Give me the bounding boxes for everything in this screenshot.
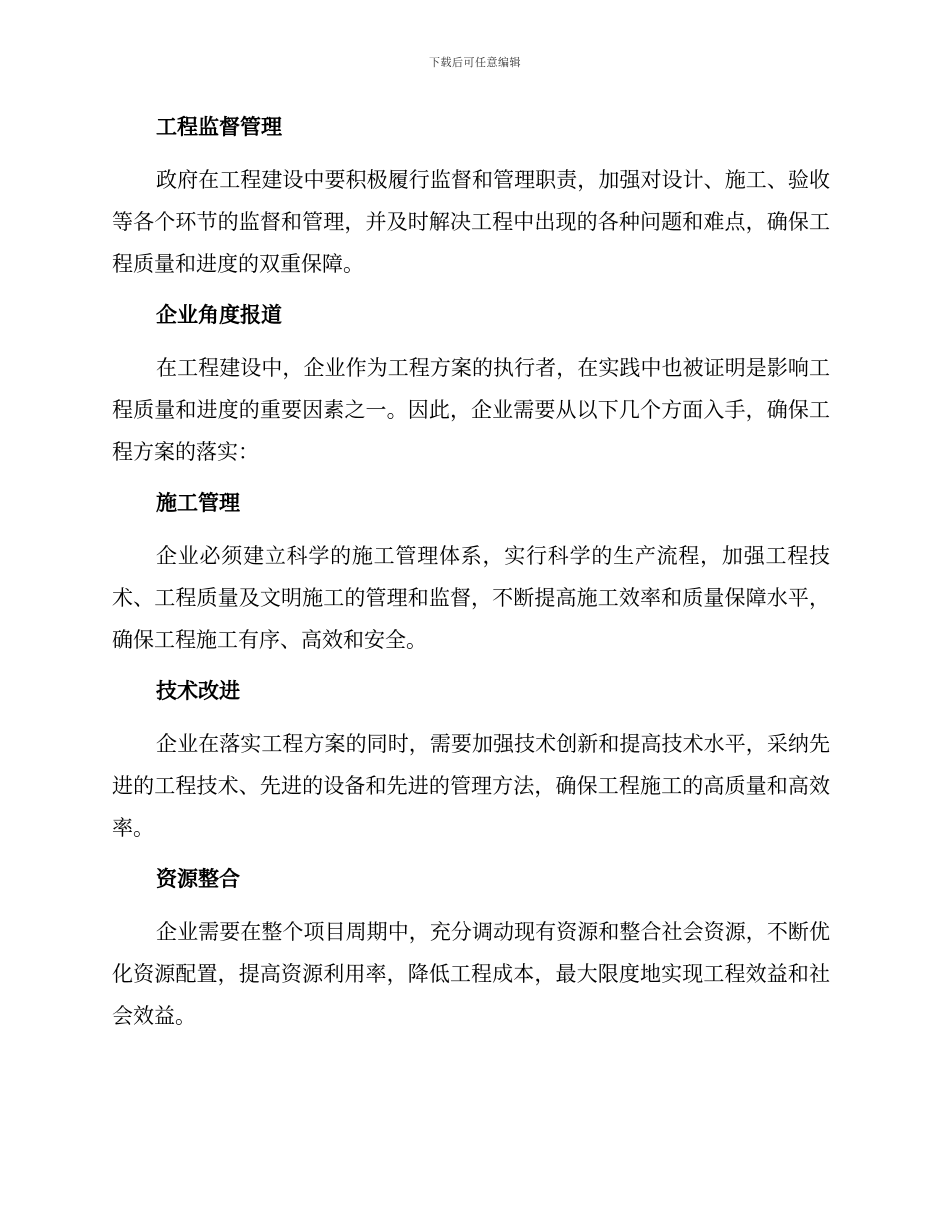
section-heading: 技术改进 — [156, 679, 240, 703]
section-heading: 企业角度报道 — [156, 303, 282, 327]
document-content — [112, 109, 830, 1049]
section-heading: 资源整合 — [156, 867, 240, 891]
section-heading: 施工管理 — [156, 491, 240, 515]
section-paragraph: 在工程建设中，企业作为工程方案的执行者，在实践中也被证明是影响工程质量和进度的重要因素之一。因此，企业需要从以下几个方面入手，确保工程方案的落实： — [112, 356, 830, 464]
section-construction-management — [112, 485, 830, 661]
section-resource-integration — [112, 861, 830, 1037]
section-technical-improvement — [112, 673, 830, 849]
section-paragraph: 企业在落实工程方案的同时，需要加强技术创新和提高技术水平，采纳先进的工程技术、先进的设备和先进的管理方法，确保工程施工的高质量和高效率。 — [112, 732, 830, 840]
section-paragraph: 政府在工程建设中要积极履行监督和管理职责，加强对设计、施工、验收等各个环节的监督和管理，并及时解决工程中出现的各种问题和难点，确保工程质量和进度的双重保障。 — [112, 168, 830, 276]
section-heading: 工程监督管理 — [156, 115, 282, 139]
section-enterprise — [112, 297, 830, 473]
section-supervision — [112, 109, 830, 285]
section-paragraph: 企业需要在整个项目周期中，充分调动现有资源和整合社会资源，不断优化资源配置，提高资源利用率，降低工程成本，最大限度地实现工程效益和社会效益。 — [112, 920, 830, 1028]
header-note: 下载后可任意编辑 — [429, 56, 521, 69]
section-paragraph: 企业必须建立科学的施工管理体系，实行科学的生产流程，加强工程技术、工程质量及文明施工的管理和监督，不断提高施工效率和质量保障水平，确保工程施工有序、高效和安全。 — [112, 544, 830, 652]
